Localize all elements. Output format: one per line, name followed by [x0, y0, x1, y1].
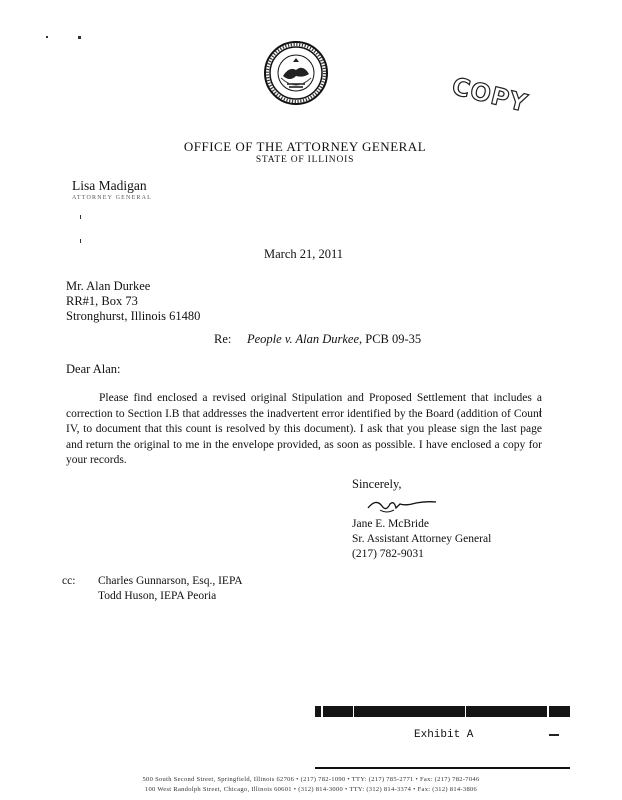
office-title: OFFICE OF THE ATTORNEY GENERAL	[183, 139, 427, 154]
scan-speck	[80, 215, 81, 219]
state-title: STATE OF ILLINOIS	[255, 155, 355, 165]
attorney-general-title: ATTORNEY GENERAL	[72, 195, 153, 201]
scan-speck	[80, 239, 81, 243]
signer-name: Jane E. McBride	[352, 518, 429, 530]
cc-recipient: Charles Gunnarson, Esq., IEPA	[98, 575, 243, 587]
signer-title: Sr. Assistant Attorney General	[352, 533, 492, 545]
re-case-number: , PCB 09-35	[359, 332, 422, 346]
signer-phone: (217) 782-9031	[352, 548, 424, 560]
exhibit-mark	[549, 734, 559, 736]
letter-date: March 21, 2011	[264, 247, 344, 261]
attorney-general-seal	[263, 40, 329, 106]
re-case-name: People v. Alan Durkee	[247, 332, 359, 346]
recipient-name: Mr. Alan Durkee	[66, 279, 151, 293]
exhibit-label-bottom	[315, 767, 570, 769]
closing: Sincerely,	[352, 477, 402, 491]
recipient-address-line: RR#1, Box 73	[66, 294, 138, 308]
footer-address-springfield: 500 South Second Street, Springfield, Illinois 62706 • (217) 782-1090 • TTY: (217) 785-2771 • Fax: (217) 782-7046	[142, 776, 480, 783]
re-subject	[247, 332, 421, 347]
exhibit-label-bar	[315, 706, 570, 717]
attorney-general-name: Lisa Madigan	[72, 178, 147, 193]
scan-speck	[78, 36, 81, 39]
footer-address-chicago: 100 West Randolph Street, Chicago, Illinois 60601 • (312) 814-3000 • TTY: (312) 814-3374 • Fax: (312) 814-3806	[144, 786, 478, 793]
letter-body: Please find enclosed a revised original Stipulation and Proposed Settlement that includes a correction to Section I.B that addresses the inadvertent error identified by the Board (addition of Count IV, to document that this count is resolved by this document). I ask that you please sign the last page and return the original to me in the envelope provided, as soon as possible. I have enclosed a copy for your records.	[66, 392, 542, 466]
salutation: Dear Alan:	[66, 362, 121, 376]
copy-stamp: COPY	[449, 72, 531, 118]
signature	[366, 494, 438, 518]
re-label: Re:	[214, 332, 232, 346]
cc-recipient: Todd Huson, IEPA Peoria	[98, 590, 217, 602]
scan-speck	[46, 36, 48, 38]
cc-label: cc:	[62, 575, 76, 587]
exhibit-label: Exhibit A	[414, 729, 474, 741]
recipient-city-line: Stronghurst, Illinois 61480	[66, 309, 201, 323]
